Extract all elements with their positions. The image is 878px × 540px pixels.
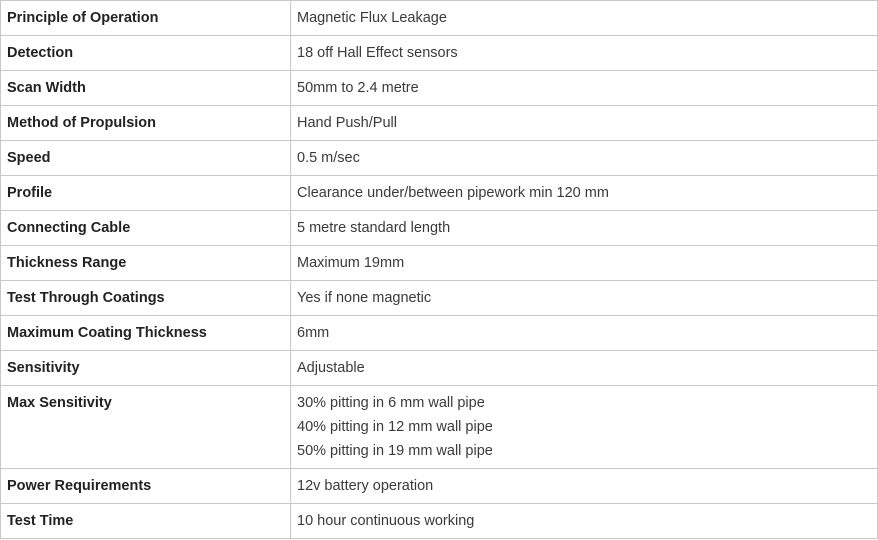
spec-value [291, 246, 878, 281]
spec-label: Profile [1, 176, 291, 211]
spec-value [291, 176, 878, 211]
spec-label: Test Time [1, 504, 291, 539]
table-row [1, 351, 878, 386]
spec-label: Max Sensitivity [1, 386, 291, 469]
spec-value-line: 18 off Hall Effect sensors [297, 45, 458, 61]
spec-value [291, 316, 878, 351]
table-row [1, 246, 878, 281]
spec-label: Test Through Coatings [1, 281, 291, 316]
spec-value-line: Hand Push/Pull [297, 115, 397, 131]
spec-value-line: 50mm to 2.4 metre [297, 80, 419, 96]
spec-value-line: Yes if none magnetic [297, 290, 432, 306]
spec-value-line: Magnetic Flux Leakage [297, 10, 447, 26]
spec-value [291, 504, 878, 539]
spec-label: Connecting Cable [1, 211, 291, 246]
spec-label: Method of Propulsion [1, 106, 291, 141]
table-row [1, 36, 878, 71]
table-row [1, 316, 878, 351]
spec-value-line: 30% pitting in 6 mm wall pipe [297, 395, 485, 411]
spec-label: Principle of Operation [1, 1, 291, 36]
spec-value [291, 71, 878, 106]
spec-value-line: 12v battery operation [297, 478, 434, 494]
spec-label: Thickness Range [1, 246, 291, 281]
table-row [1, 504, 878, 539]
spec-value-line: 6mm [297, 325, 330, 341]
spec-value [291, 386, 878, 469]
spec-value-line: Clearance under/between pipework min 120 mm [297, 185, 609, 201]
spec-value-line: 50% pitting in 19 mm wall pipe [297, 443, 493, 459]
spec-label: Speed [1, 141, 291, 176]
spec-value [291, 469, 878, 504]
spec-value [291, 106, 878, 141]
table-row [1, 281, 878, 316]
table-row [1, 211, 878, 246]
spec-value-line: Adjustable [297, 360, 365, 376]
spec-value [291, 351, 878, 386]
spec-value-line: 10 hour continuous working [297, 513, 475, 529]
spec-value [291, 211, 878, 246]
table-row [1, 71, 878, 106]
table-row [1, 141, 878, 176]
spec-value [291, 281, 878, 316]
spec-value [291, 141, 878, 176]
table-row [1, 386, 878, 469]
spec-value-line: 5 metre standard length [297, 220, 451, 236]
spec-value-line: 0.5 m/sec [297, 150, 360, 166]
spec-label: Detection [1, 36, 291, 71]
spec-value-line: 40% pitting in 12 mm wall pipe [297, 419, 493, 435]
spec-value [291, 1, 878, 36]
spec-label: Scan Width [1, 71, 291, 106]
spec-label: Power Requirements [1, 469, 291, 504]
table-row [1, 1, 878, 36]
table-row [1, 106, 878, 141]
table-row [1, 176, 878, 211]
spec-value [291, 36, 878, 71]
spec-label: Maximum Coating Thickness [1, 316, 291, 351]
spec-label: Sensitivity [1, 351, 291, 386]
table-row [1, 469, 878, 504]
spec-value-line: Maximum 19mm [297, 255, 405, 271]
